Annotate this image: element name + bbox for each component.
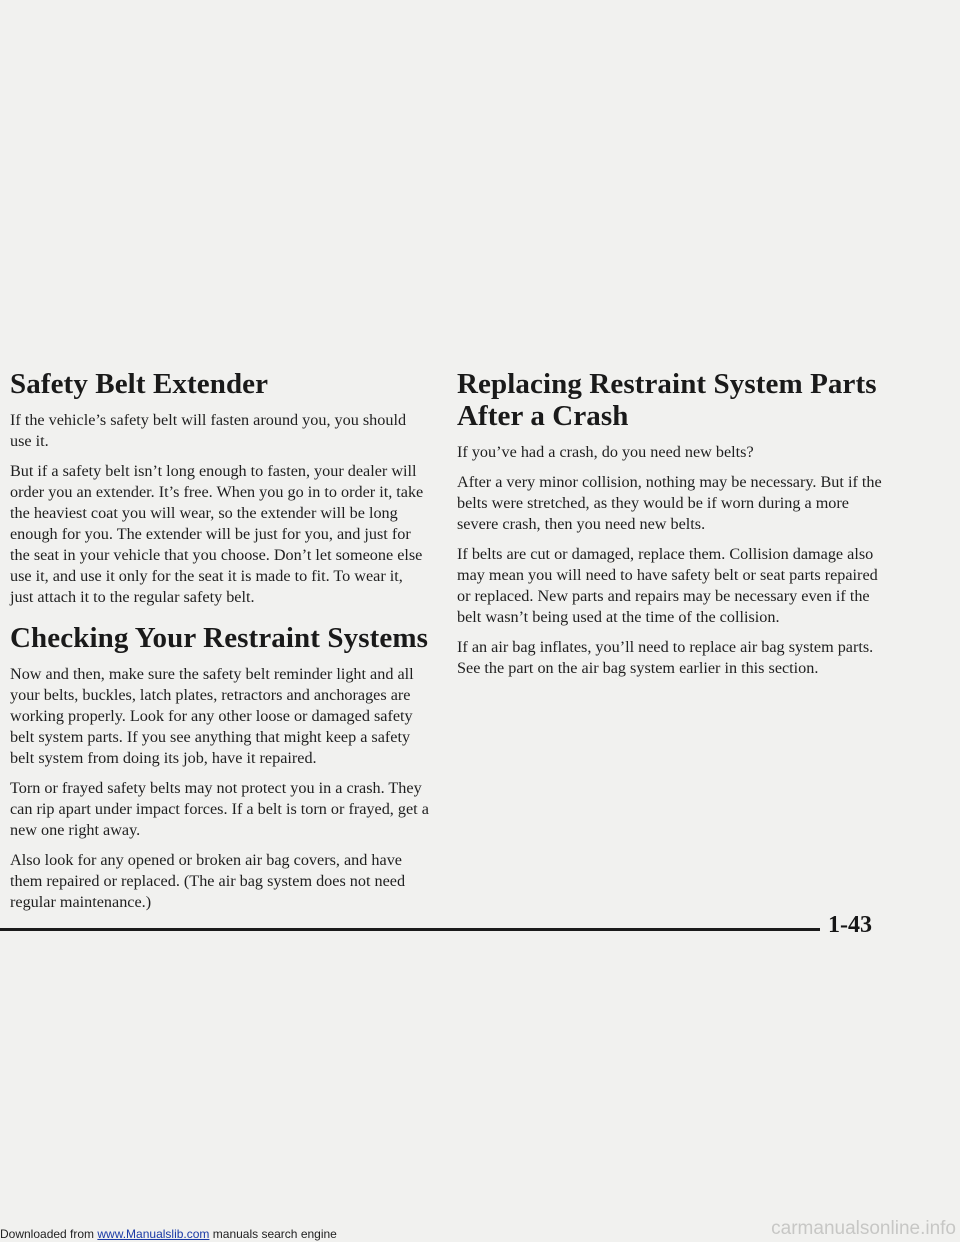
- download-prefix: Downloaded from: [0, 1227, 98, 1241]
- checking-paragraph-1: Now and then, make sure the safety belt reminder light and all your belts, buckles, latch plates, retractors and anchorages are working properly. Look for any other loose or damaged safety belt system parts. If you see anything that might keep a safety belt system from doing its job, have it repaired.: [10, 665, 414, 767]
- extender-paragraph-2: But if a safety belt isn’t long enough to fasten, your dealer will order you an extender. It’s free. When you go in to order it, take the heaviest coat you will wear, so the extender will be long enough for you. The extender will be just for you, and just for the seat in your vehicle that you choose. Don’t let someone else use it, and use it only for the seat it is made to fit. To wear it, just attach it to the regular safety belt.: [10, 462, 424, 606]
- checking-paragraph-2: Torn or frayed safety belts may not protect you in a crash. They can rip apart under impact forces. If a belt is torn or frayed, get a new one right away.: [10, 779, 429, 839]
- checking-paragraph-3: Also look for any opened or broken air bag covers, and have them repaired or replaced. (The air bag system does not need regular maintenance.): [10, 851, 406, 911]
- heading-safety-belt-extender: Safety Belt Extender: [10, 368, 269, 400]
- replacing-paragraph-3: If belts are cut or damaged, replace them. Collision damage also may mean you will need to have safety belt or seat parts repaired or replaced. New parts and repairs may be necessary even if the belt wasn’t being used at the time of the collision.: [457, 545, 878, 626]
- replacing-paragraph-2: After a very minor collision, nothing may be necessary. But if the belts were stretched, as they would be if worn during a more severe crash, then you need new belts.: [457, 473, 882, 533]
- heading-replacing-restraint-parts: Replacing Restraint System Parts After a Crash: [457, 368, 877, 432]
- page-number: 1-43: [828, 912, 872, 938]
- download-source-bar: [0, 1226, 337, 1242]
- watermark: carmanualsonline.info: [771, 1218, 956, 1239]
- replacing-paragraph-4: If an air bag inflates, you’ll need to replace air bag system parts. See the part on the air bag system earlier in this section.: [457, 638, 874, 677]
- heading-checking-restraint-systems: Checking Your Restraint Systems: [10, 622, 428, 654]
- right-column: [457, 368, 887, 688]
- download-suffix: manuals search engine: [209, 1227, 337, 1241]
- left-column: [10, 368, 430, 922]
- manualslib-link[interactable]: www.Manualslib.com: [97, 1227, 210, 1241]
- footer-rule: [0, 928, 820, 931]
- replacing-paragraph-1: If you’ve had a crash, do you need new belts?: [457, 443, 754, 461]
- extender-paragraph-1: If the vehicle’s safety belt will fasten around you, you should use it.: [10, 411, 407, 450]
